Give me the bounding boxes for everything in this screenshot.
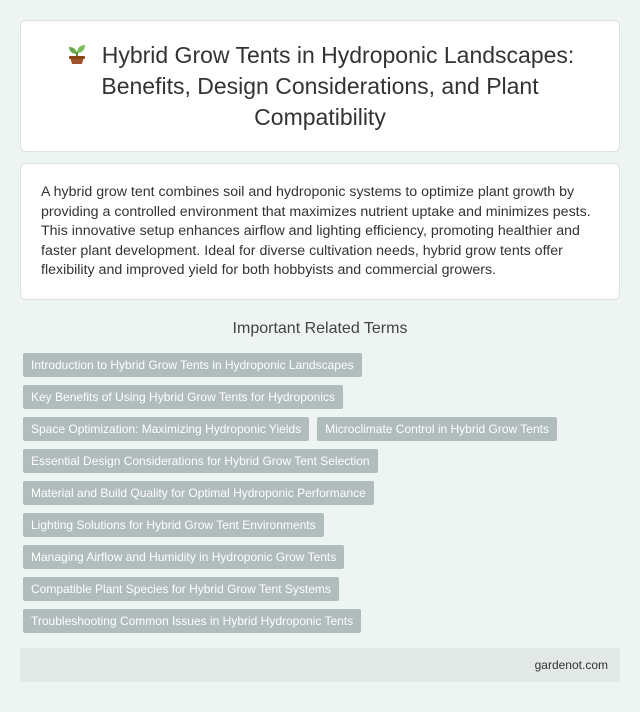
related-term-tag[interactable]: Managing Airflow and Humidity in Hydroponic Grow Tents — [23, 545, 344, 569]
summary-card — [20, 163, 620, 300]
related-terms-heading: Important Related Terms — [232, 320, 408, 337]
related-terms-row — [23, 417, 623, 441]
related-term-tag[interactable]: Microclimate Control in Hybrid Grow Tents — [317, 417, 557, 441]
related-terms-row — [23, 513, 623, 537]
related-terms-row — [23, 385, 623, 409]
related-term-tag[interactable]: Essential Design Considerations for Hybrid Grow Tent Selection — [23, 449, 378, 473]
related-term-tag[interactable]: Introduction to Hybrid Grow Tents in Hydroponic Landscapes — [23, 353, 362, 377]
title-card — [20, 20, 620, 152]
sprout-icon — [66, 41, 88, 65]
related-terms-row — [23, 449, 623, 473]
related-term-tag[interactable]: Key Benefits of Using Hybrid Grow Tents for Hydroponics — [23, 385, 343, 409]
page-title-text: Hybrid Grow Tents in Hydroponic Landscapes: Benefits, Design Considerations, and Plant Compatibility — [101, 41, 575, 130]
related-terms-row — [23, 545, 623, 569]
related-term-tag[interactable]: Material and Build Quality for Optimal Hydroponic Performance — [23, 481, 374, 505]
related-term-tag[interactable]: Space Optimization: Maximizing Hydroponic Yields — [23, 417, 309, 441]
related-term-tag[interactable]: Compatible Plant Species for Hybrid Grow Tent Systems — [23, 577, 339, 601]
page-title — [45, 40, 595, 133]
related-term-tag[interactable]: Lighting Solutions for Hybrid Grow Tent Environments — [23, 513, 324, 537]
summary-text: A hybrid grow tent combines soil and hydroponic systems to optimize plant growth by providing a controlled environment that maximizes nutrient uptake and minimizes pests. This innovative setup enhances airflow and lighting efficiency, promoting healthier and faster plant development. Ideal for diverse cultivation needs, hybrid grow tents offer flexibility and improved yield for both hobbyists and commercial growers. — [41, 184, 591, 278]
related-terms-row — [23, 609, 623, 633]
related-terms-row — [23, 353, 623, 377]
related-terms-row — [23, 577, 623, 601]
footer-site[interactable]: gardenot.com — [534, 658, 608, 672]
footer — [20, 648, 620, 682]
related-terms-row — [23, 481, 623, 505]
related-term-tag[interactable]: Troubleshooting Common Issues in Hybrid Hydroponic Tents — [23, 609, 361, 633]
related-terms-list — [23, 353, 623, 641]
